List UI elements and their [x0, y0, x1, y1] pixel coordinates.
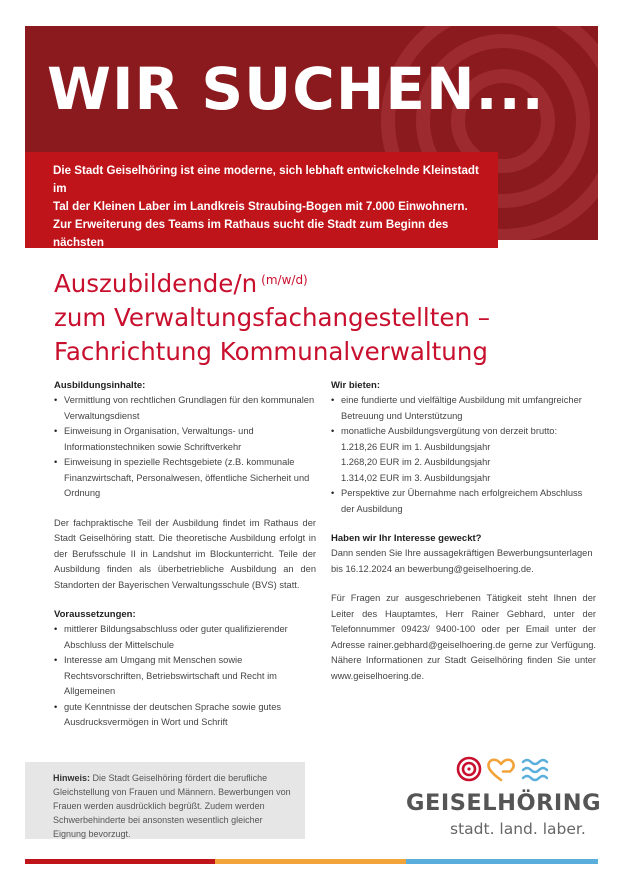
- intro-line: Zur Erweiterung des Teams im Rathaus sucht die Stadt zum Beginn des nächsten: [53, 218, 449, 249]
- logo-icons: [456, 755, 551, 785]
- hint-text: Die Stadt Geiselhöring fördert die berufliche Gleichstellung von Frauen und Männern. Bewerbungen von Frauen werden ausdrücklich begrüßt. Zudem werden Schwerbehinderte bei ansonsten wesentlich gleicher Eignung bevorzugt.: [53, 773, 291, 839]
- logo-tagline: stadt. land. laber.: [450, 820, 586, 838]
- gender-note: (m/w/d): [261, 273, 308, 287]
- kontakt-paragraph: Für Fragen zur ausgeschriebenen Tätigkeit steht Ihnen der Leiter des Hauptamtes, Herr Rainer Gebhard, unter der Telefonnummer 09423/ 9400-100 oder per Email unter der Adresse rainer.gebhard@geiselhoering.de gerne zur Verfügung. Nähere Informationen zur Stadt Geiselhöring finden Sie unter www.geiselhoering.de.: [331, 593, 596, 681]
- list-item: • Einweisung in spezielle Rechtsgebiete (z.B. kommunale Finanzwirtschaft, Personalwesen, öffentliche Sicherheit und Ordnung: [54, 455, 316, 502]
- left-column: [54, 378, 316, 731]
- job-title-line2: zum Verwaltungsfachangestellten –: [54, 303, 490, 332]
- list-item: • Einweisung in Organisation, Verwaltungs- und Informationstechniken sowie Schriftverkehr: [54, 424, 316, 455]
- section-heading-inhalte: Ausbildungsinhalte:: [54, 380, 146, 391]
- section-heading-bieten: Wir bieten:: [331, 380, 380, 391]
- target-icon: [458, 758, 480, 780]
- footer-color-bar: [25, 859, 598, 864]
- salary-line: 1.314,02 EUR im 3. Ausbildungsjahr: [341, 472, 491, 483]
- list-item: • gute Kenntnisse der deutschen Sprache sowie gutes Ausdrucksvermögen in Wort und Schrift: [54, 700, 316, 731]
- hint-label: Hinweis:: [53, 773, 91, 783]
- intro-line: Tal der Kleinen Laber im Landkreis Straubing-Bogen mit 7.000 Einwohnern.: [53, 200, 468, 213]
- praxis-paragraph: Der fachpraktische Teil der Ausbildung findet im Rathaus der Stadt Geiselhöring statt. Die theoretische Ausbildung erfolgt in der Berufsschule II in Landshut im Blockunterricht. Teile der Ausbildung finden als überbetriebliche Ausbildung an den Standorten der Bayerischen Verwaltungsschule (BVS) statt.: [54, 517, 316, 590]
- intro-line: Die Stadt Geiselhöring ist eine moderne, sich lebhaft entwickelnde Kleinstadt im: [53, 164, 479, 195]
- inhalte-list: [54, 393, 316, 502]
- list-item: • Interesse am Umgang mit Menschen sowie Rechtsvorschriften, Betriebswirtschaft und Recht im Allgemeinen: [54, 653, 316, 700]
- salary-line: 1.268,20 EUR im 2. Ausbildungsjahr: [341, 457, 491, 467]
- section-heading-voraussetzungen: Voraussetzungen:: [54, 609, 136, 620]
- right-column: [331, 378, 596, 684]
- job-title-line1: Auszubildende/n: [54, 269, 258, 298]
- waves-icon: [523, 760, 547, 780]
- list-item: [331, 424, 596, 486]
- salary-intro: monatliche Ausbildungsvergütung von derzeit brutto:: [341, 426, 558, 436]
- salary-line: 1.218,26 EUR im 1. Ausbildungsjahr: [341, 441, 491, 452]
- job-title-line3: Fachrichtung Kommunalverwaltung: [54, 337, 488, 366]
- job-title: [54, 263, 490, 369]
- footer-bar-orange: [215, 859, 406, 864]
- bieten-list: [331, 393, 596, 517]
- list-item: • Vermittlung von rechtlichen Grundlagen für den kommunalen Verwaltungsdienst: [54, 393, 316, 424]
- hint-box: [25, 762, 305, 839]
- section-heading-interesse: Haben wir Ihr Interesse geweckt?: [331, 533, 482, 544]
- list-item: • mittlerer Bildungsabschluss oder guter qualifizierender Abschluss der Mittelschule: [54, 622, 316, 653]
- intro-line: Ausbildungsjahres am 01.09.2025 eine/n: [53, 254, 276, 267]
- voraussetzungen-list: [54, 622, 316, 731]
- list-item: • Perspektive zur Übernahme nach erfolgreichem Abschluss der Ausbildung: [331, 486, 596, 517]
- interesse-paragraph: Dann senden Sie Ihre aussagekräftigen Bewerbungsunterlagen bis 16.12.2024 an bewerbung@geiselhoering.de.: [331, 548, 593, 574]
- intro-box: [25, 152, 498, 267]
- hero-title: WIR SUCHEN...: [47, 55, 545, 123]
- footer-bar-blue: [406, 859, 598, 864]
- list-item: • eine fundierte und vielfältige Ausbildung mit umfangreicher Betreuung und Unterstützung: [331, 393, 596, 424]
- heart-icon: [488, 760, 513, 780]
- footer-bar-red: [25, 859, 215, 864]
- logo-wordmark: GEISELHÖRING: [406, 790, 602, 816]
